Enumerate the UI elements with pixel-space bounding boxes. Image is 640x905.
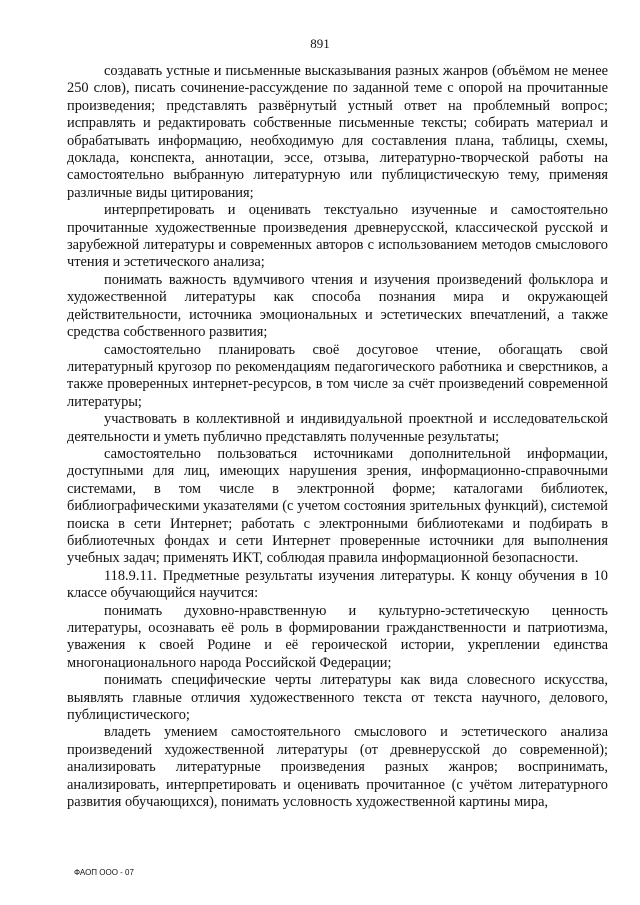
paragraph: самостоятельно планировать своё досуговое чтение, обогащать свой литературный кругозор по рекомендациям педагогического работника и сверстников, а также проверенных интернет-ресурсов, в том числе за счёт произведений современной литературы; <box>67 341 608 410</box>
paragraph: самостоятельно пользоваться источниками дополнительной информации, доступными для лиц, имеющих нарушения зрения, информационно-справочными системами, в том числе в электронной форме; каталогами библиотек, библиографическими указателями (с учетом состояния зрительных функций), системой поиска в сети Интернет; работать с электронными библиотеками и подбирать в библиотечных фондах и сети Интернет проверенные источники для выполнения учебных задач; применять ИКТ, соблюдая правила информационной безопасности. <box>67 445 608 567</box>
section-heading-paragraph: 118.9.11. Предметные результаты изучения литературы. К концу обучения в 10 классе обучающийся научится: <box>67 567 608 602</box>
paragraph: понимать специфические черты литературы как вида словесного искусства, выявлять главные отличия художественного текста от текста научного, делового, публицистического; <box>67 672 608 724</box>
page-number: 891 <box>310 36 330 51</box>
document-footer-code: ФАОП ООО - 07 <box>74 868 134 877</box>
paragraph: участвовать в коллективной и индивидуальной проектной и исследовательской деятельности и уметь публично представлять полученные результаты; <box>67 411 608 445</box>
paragraph: создавать устные и письменные высказывания разных жанров (объёмом не менее 250 слов), писать сочинение-рассуждение по заданной теме с опорой на прочитанные произведения; представлять развёрнутый устный ответ на проблемный вопрос; исправлять и редактировать собственные письменные тексты; собирать материал и обрабатывать информацию, необходимую для составления плана, таблицы, схемы, доклада, конспекта, аннотации, эссе, отзыва, литературно-творческой работы на самостоятельно выбранную литературную или публицистическую тему, применяя различные виды цитирования; <box>67 63 608 201</box>
document-body <box>67 63 608 811</box>
paragraph: понимать важность вдумчивого чтения и изучения произведений фольклора и художественной литературы как способа познания мира и окружающей действительности, источника эмоциональных и эстетических впечатлений, а также средства собственного развития; <box>67 271 608 341</box>
paragraph: интерпретировать и оценивать текстуально изученные и самостоятельно прочитанные художественные произведения древнерусской, классической русской и зарубежной литературы и современных авторов с использованием методов смыслового чтения и эстетического анализа; <box>67 202 608 271</box>
paragraph: понимать духовно-нравственную и культурно-эстетическую ценность литературы, осознавать её роль в формировании гражданственности и патриотизма, уважения к своей Родине и её героической истории, укреплении единства многонационального народа Российской Федерации; <box>67 602 608 671</box>
paragraph: владеть умением самостоятельного смыслового и эстетического анализа произведений художественной литературы (от древнерусской до современной); анализировать литературные произведения разных жанров; воспринимать, анализировать, интерпретировать и оценивать прочитанное (с учётом литературного развития обучающихся), понимать условность художественной картины мира, <box>67 724 608 811</box>
